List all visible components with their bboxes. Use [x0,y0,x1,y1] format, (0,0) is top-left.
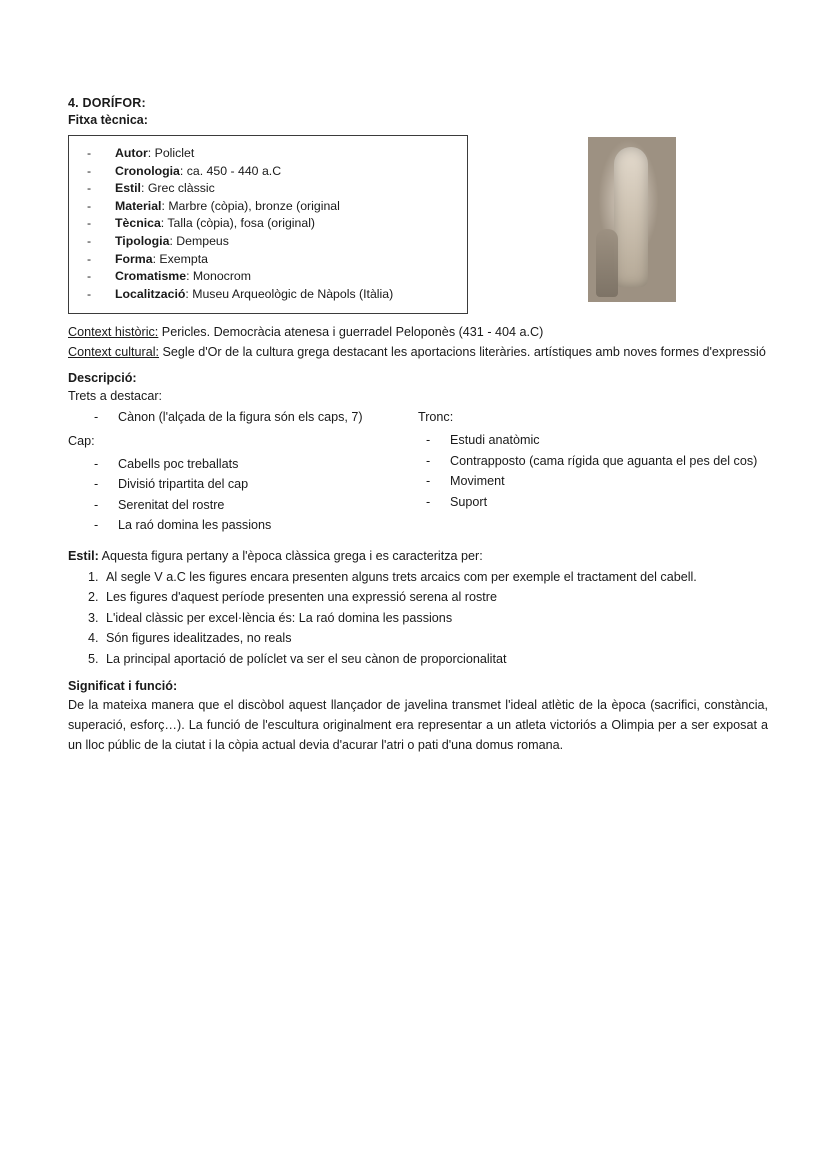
dash-marker: - [87,233,92,248]
tronc-item-text: Moviment [450,474,505,489]
list-item [102,629,768,649]
fitxa-value: : Talla (còpia), fosa (original) [160,216,316,231]
fitxa-label: Localització [115,286,186,301]
cap-label: Cap: [68,433,95,448]
list-item [83,180,457,198]
list-item [83,268,457,286]
significat-heading: Significat i funció: [68,679,178,694]
dash-marker: - [87,163,92,178]
dash-marker: - [426,474,431,489]
fitxa-value: : Dempeus [169,233,229,248]
estil-intro: Aquesta figura pertany a l'època clàssica grega i es caracteritza per: [98,548,483,563]
estil-item-text: L'ideal clàssic per excel·lència és: La raó domina les passions [106,610,453,625]
dash-marker: - [94,410,99,425]
list-item [68,475,418,495]
list-item [83,163,457,181]
list-item [83,286,457,304]
context-cultural-label: Context cultural: [68,345,159,360]
context-cultural-text: Segle d'Or de la cultura grega destacant les aportacions literàries. artístiques amb noves formes d'expressió [159,345,766,360]
list-item [418,452,768,472]
descripcio-right-column [418,408,768,537]
list-item [68,455,418,475]
trets-label: Trets a destacar: [68,389,163,404]
canon-list [68,408,418,428]
list-item [418,431,768,451]
list-item [83,198,457,216]
fitxa-value: : Monocrom [186,269,251,284]
tronc-list [418,431,768,512]
dash-marker: - [94,518,99,533]
document-content [68,96,768,755]
estil-label: Estil: [68,548,99,563]
list-item [418,493,768,513]
fitxa-list [83,145,457,303]
list-item [102,609,768,629]
estil-item-text: Les figures d'aquest període presenten una expressió serena al rostre [106,590,497,605]
dash-marker: - [94,497,99,512]
significat-paragraph: De la mateixa manera que el discòbol aquest llançador de javelina transmet l'ideal atlètic de la època (sacrifici, constància, superació, esforç…). La funció de l'escultura originalment era representar a un atleta victoriós a Olimpia per a ser exposat a un lloc públic de la ciutat i la còpia actual devia d'acurar l'atri o pati d'una domus romana. [68,698,768,753]
cap-item-text: Serenitat del rostre [118,497,225,512]
estil-item-text: La principal aportació de políclet va ser el seu cànon de proporcionalitat [106,651,507,666]
fitxa-value: : Policlet [147,146,195,160]
context-historic-text: Pericles. Democràcia atenesa i guerradel Peloponès (431 - 404 a.C) [158,325,544,340]
fitxa-value: : Marbre (còpia), bronze (original [161,198,340,213]
fitxa-value: : Grec clàssic [140,181,215,196]
fitxa-label: Forma [115,251,153,266]
list-item [102,588,768,608]
fitxa-label: Tipologia [115,233,170,248]
fitxa-row [68,133,768,314]
tronc-item-text: Suport [450,494,488,509]
list-item [68,408,418,428]
fitxa-label: Autor [115,146,148,160]
fitxa-label: Cronologia [115,163,180,178]
descripcio-heading: Descripció: [68,371,137,386]
dash-marker: - [94,456,99,471]
descripcio-columns [68,408,768,537]
fitxa-tecnica-box [68,135,468,314]
context-historic-label: Context històric: [68,325,159,340]
tronc-item-text: Contrapposto (cama rígida que aguanta el pes del cos) [450,453,758,468]
canon-text: Cànon (l'alçada de la figura són els caps, 7) [118,410,363,425]
list-item [418,472,768,492]
list-item [83,251,457,269]
fitxa-label: Estil [115,181,141,196]
cap-item-text: Divisió tripartita del cap [118,477,249,492]
list-item [68,496,418,516]
dash-marker: - [87,286,92,301]
fitxa-tecnica-heading: Fitxa tècnica: [68,113,148,127]
dash-marker: - [87,216,92,231]
dash-marker: - [87,269,92,284]
context-cultural [68,343,768,362]
dash-marker: - [87,251,92,266]
cap-list [68,455,418,536]
dash-marker: - [426,453,431,468]
list-item [102,568,768,588]
list-item [68,516,418,536]
dash-marker: - [87,181,92,196]
doryphoros-statue-image [588,137,676,302]
descripcio-left-column [68,408,418,537]
page-title: 4. DORÍFOR: [68,96,146,110]
fitxa-value: : ca. 450 - 440 a.C [179,163,282,178]
list-item [102,650,768,670]
tronc-item-text: Estudi anatòmic [450,433,540,448]
estil-item-text: Al segle V a.C les figures encara presenten alguns trets arcaics com per exemple el tractament del cabell. [106,569,697,584]
estil-list [68,568,768,670]
dash-marker: - [94,477,99,492]
fitxa-value: : Exempta [152,251,208,266]
dash-marker: - [426,494,431,509]
fitxa-label: Material [115,198,162,213]
fitxa-label: Tècnica [115,216,161,231]
context-historic [68,323,768,342]
fitxa-label: Cromatisme [115,269,187,284]
list-item [83,215,457,233]
dash-marker: - [87,198,92,213]
list-item [83,145,457,163]
tronc-label: Tronc: [418,410,454,425]
fitxa-value: : Museu Arqueològic de Nàpols (Itàlia) [185,286,394,301]
estil-line [68,547,768,566]
estil-item-text: Són figures idealitzades, no reals [106,631,292,646]
list-item [83,233,457,251]
dash-marker: - [426,433,431,448]
dash-marker: - [87,146,92,160]
cap-item-text: Cabells poc treballats [118,456,239,471]
cap-item-text: La raó domina les passions [118,518,272,533]
